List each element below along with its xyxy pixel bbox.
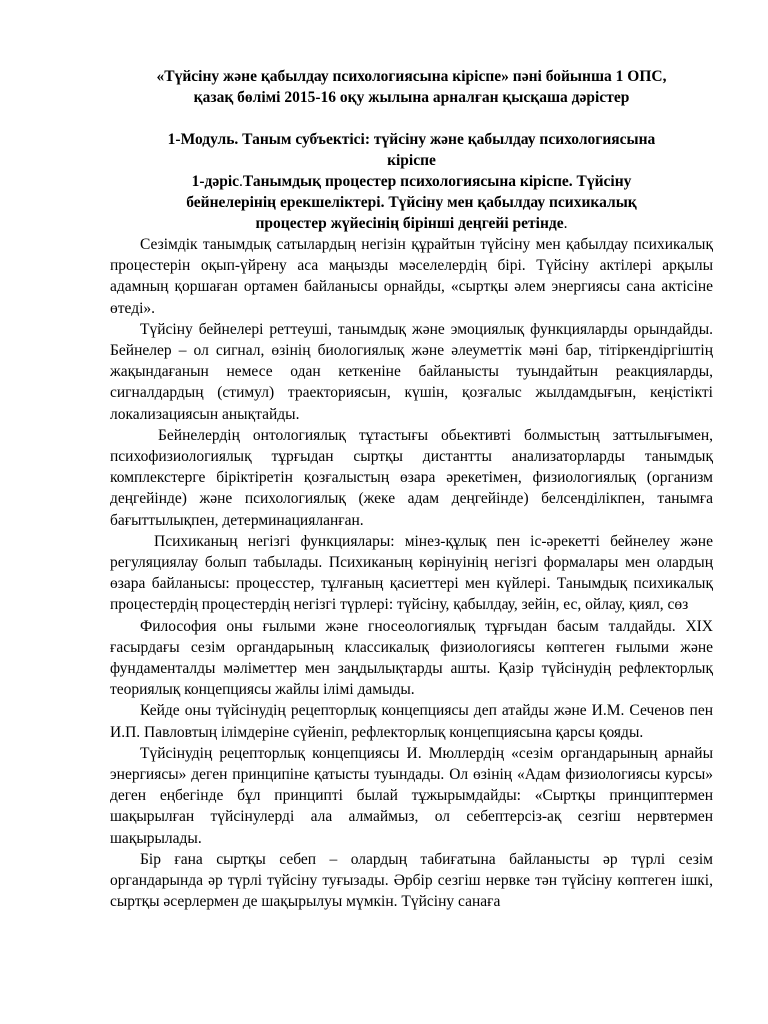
paragraph: Сезімдік танымдық сатылардың негізін құрайтын түйсіну мен қабылдау психикалық процестерін оқып-үйрену аса маңызды мәселелердің бірі. Түйсіну актілері арқылы адамның қоршаған ортамен байланысы орнайды, «сыртқы әлем энергиясы сана актісіне өтеді». <box>110 236 713 317</box>
lecture-heading <box>110 171 713 234</box>
lecture-title-part1: Танымдық процестер психологиясына кіріспе. Түйсіну <box>242 173 632 190</box>
lecture-body <box>110 234 713 913</box>
paragraph: Философия оны ғылыми және гносеологиялық тұрғыдан басым талдайды. XIX ғасырдағы сезім органдарының классикалық физиологиясы көптеген ғылыми және фундаменталды мәліметтер мен заңдылықтарды ашты. Қазір түйсінудің рефлекторлық теориялық концепциясы жайлы ілімі дамыды. <box>110 617 713 699</box>
title-line-1: «Түйсіну және қабылдау психологиясына кіріспе» пәні бойынша 1 ОПС, <box>156 68 667 85</box>
module-heading <box>110 129 713 171</box>
paragraph: Кейде оны түйсінудің рецепторлық концепциясы деп атайды және И.М. Сеченов пен И.П. Павловтың ілімдеріне сүйеніп, рефлекторлық концепциясына қарсы қояды. <box>110 702 713 741</box>
lecture-line-3 <box>110 213 713 234</box>
title-line-2: қазақ бөлімі 2015-16 оқу жылына арналған қысқаша дәрістер <box>193 89 630 106</box>
module-line-1: 1-Модуль. Таным субъектісі: түйсіну және қабылдау психологиясына <box>167 131 656 148</box>
paragraph: Түйсіну бейнелері реттеуші, танымдық және эмоциялық функцияларды орындайды. Бейнелер – ол сигнал, өзінің биологиялық және әлеуметтік мәні бар, тітіркендіргіштің жақындағанын немесе одан кеткеніне байланысты туындайтын реакцияларды, сигналдардың (стимул) траекториясын, күшін, қозғалыс жылдамдығын, кеңістікті локализациясын анықтайды. <box>110 320 713 423</box>
document-title <box>110 66 713 108</box>
lecture-title-part3: процестер жүйесінің бірінші деңгейі ретінде <box>255 215 564 232</box>
lecture-end-dot: . <box>563 215 568 232</box>
lecture-title-part2: бейнелерінің ерекшеліктері. Түйсіну мен қабылдау психикалық <box>186 194 637 211</box>
paragraph: Түйсінудің рецепторлық концепциясы И. Мюллердің «сезім органдарының арнайы энергиясы» деген принципіне қатысты туындады. Ол өзінің «Адам физиологиясы курсы» деген еңбегінде бұл принципті былай тұжырымдайды: «Сыртқы принциптермен шақырылған түйсінулерді ала алмаймыз, ол себептерсіз-ақ сезгіш нервтермен шақырылады. <box>110 744 713 847</box>
lecture-line-1 <box>110 171 713 192</box>
paragraph: Бір ғана сыртқы себеп – олардың табиғатына байланысты әр түрлі сезім органдарында әр түрлі түйсіну туғызады. Әрбір сезгіш нервке тән түйсіну көптеген ішкі, сыртқы әсерлермен де шақырылуы мүмкін. Түйсіну санаға <box>110 850 713 911</box>
lecture-prefix: 1-дәріс <box>191 173 240 190</box>
paragraph: Бейнелердің онтологиялық тұтастығы обьективті болмыстың заттылығымен, психофизиологиялық тұрғыдан сыртқы дистантты анализаторларды танымдық комплекстерге біріктіретін қозғалыстың өзара әрекетімен, физиологиялық (организм деңгейінде) және психологиялық (жеке адам деңгейінде) белсенділікпен, танымға бағыттылықпен, детерминацияланған. <box>110 426 713 529</box>
document-page <box>110 66 713 913</box>
lecture-dot: . <box>239 173 243 190</box>
lecture-line-2 <box>110 192 713 213</box>
module-line-2: кіріспе <box>387 152 436 169</box>
paragraph: Психиканың негізгі функциялары: мінез-құлық пен іс-әрекетті бейнелеу және регуляциялау болып табылады. Психиканың көрінуінің негізгі формалары мен олардың өзара байланысы: процесстер, тұлғаның қасиеттері мен күйлері. Танымдық психикалық процестердің процестердің негізгі түрлері: түйсіну, қабылдау, зейін, ес, ойлау, қиял, сөз <box>110 532 713 614</box>
